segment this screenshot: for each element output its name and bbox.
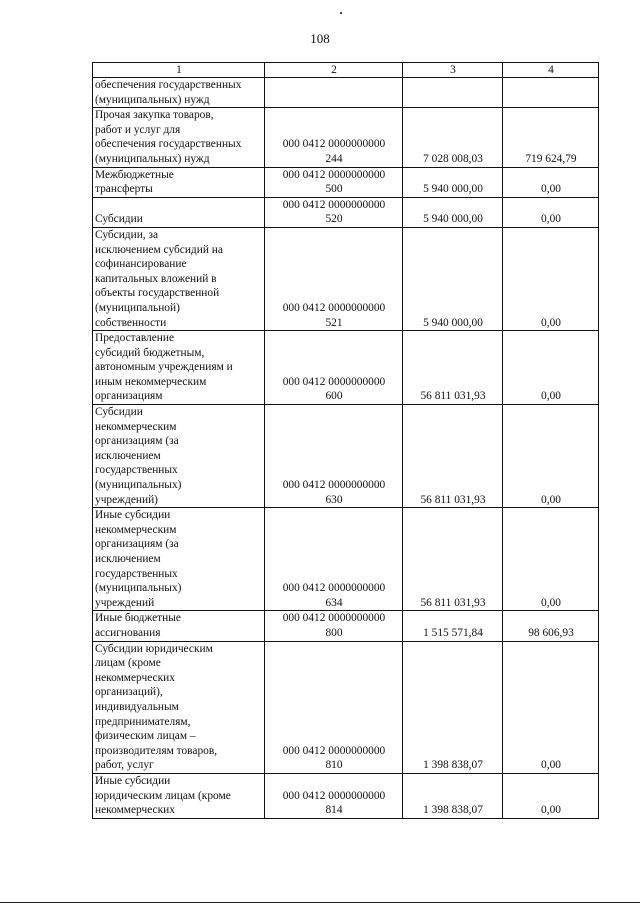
row-value-planned-cell: 5 940 000,00 <box>403 167 503 197</box>
row-value-executed-cell: 0,00 <box>503 641 599 773</box>
row-value-executed-cell: 0,00 <box>503 227 599 330</box>
row-value-planned-cell: 1 398 838,07 <box>403 773 503 818</box>
row-name-cell: Субсидии некоммерческим организациям (за исключением государственных (муниципальных) учреждений) <box>93 405 265 508</box>
table-row <box>93 78 599 108</box>
row-code-cell: 000 0412 0000000000 500 <box>265 167 403 197</box>
row-name-cell: Межбюджетные трансферты <box>93 167 265 197</box>
row-code-cell: 000 0412 0000000000 800 <box>265 611 403 641</box>
row-code-cell: 000 0412 0000000000 244 <box>265 108 403 167</box>
row-value-executed-cell: 0,00 <box>503 197 599 227</box>
row-name-cell: Субсидии <box>93 197 265 227</box>
table-row <box>93 641 599 773</box>
row-code-cell: 000 0412 0000000000 520 <box>265 197 403 227</box>
row-value-executed-cell: 98 606,93 <box>503 611 599 641</box>
row-code-cell: 000 0412 0000000000 521 <box>265 227 403 330</box>
table-row <box>93 773 599 818</box>
row-value-planned-cell: 5 940 000,00 <box>403 227 503 330</box>
row-value-executed-cell: 0,00 <box>503 773 599 818</box>
table-row <box>93 167 599 197</box>
row-code-cell: 000 0412 0000000000 810 <box>265 641 403 773</box>
row-value-planned-cell: 5 940 000,00 <box>403 197 503 227</box>
row-value-planned-cell: 56 811 031,93 <box>403 405 503 508</box>
column-header: 3 <box>403 63 503 78</box>
row-value-planned-cell: 7 028 008,03 <box>403 108 503 167</box>
page-bottom-edge <box>0 902 640 903</box>
table-row <box>93 611 599 641</box>
budget-table <box>92 62 599 819</box>
row-value-executed-cell: 719 624,79 <box>503 108 599 167</box>
column-header: 4 <box>503 63 599 78</box>
table-row <box>93 108 599 167</box>
table-row <box>93 197 599 227</box>
row-value-planned-cell: 56 811 031,93 <box>403 508 503 611</box>
row-value-executed-cell <box>503 78 599 108</box>
row-name-cell: Субсидии юридическим лицам (кроме некоммерческих организаций), индивидуальным предпринимателям, физическим лицам – производителям товаров, работ, услуг <box>93 641 265 773</box>
row-value-executed-cell: 0,00 <box>503 167 599 197</box>
row-name-cell: Иные субсидии некоммерческим организациям (за исключением государственных (муниципальных) учреждений <box>93 508 265 611</box>
table-row <box>93 508 599 611</box>
row-value-planned-cell: 56 811 031,93 <box>403 331 503 405</box>
row-code-cell: 000 0412 0000000000 630 <box>265 405 403 508</box>
column-header: 2 <box>265 63 403 78</box>
row-code-cell: 000 0412 0000000000 600 <box>265 331 403 405</box>
row-name-cell: Предоставление субсидий бюджетным, автономным учреждениям и иным некоммерческим организациям <box>93 331 265 405</box>
table-row <box>93 331 599 405</box>
scan-dot <box>340 12 342 14</box>
row-name-cell: Иные субсидии юридическим лицам (кроме некоммерческих <box>93 773 265 818</box>
table-row <box>93 227 599 330</box>
row-value-executed-cell: 0,00 <box>503 405 599 508</box>
table-header-row <box>93 63 599 78</box>
row-value-executed-cell: 0,00 <box>503 331 599 405</box>
row-value-executed-cell: 0,00 <box>503 508 599 611</box>
column-header: 1 <box>93 63 265 78</box>
row-value-planned-cell <box>403 78 503 108</box>
table-row <box>93 405 599 508</box>
row-name-cell: Иные бюджетные ассигнования <box>93 611 265 641</box>
row-code-cell: 000 0412 0000000000 814 <box>265 773 403 818</box>
table-body <box>93 78 599 819</box>
row-value-planned-cell: 1 398 838,07 <box>403 641 503 773</box>
page-number: 108 <box>310 31 330 46</box>
row-code-cell: 000 0412 0000000000 634 <box>265 508 403 611</box>
row-value-planned-cell: 1 515 571,84 <box>403 611 503 641</box>
row-name-cell: обеспечения государственных (муниципальных) нужд <box>93 78 265 108</box>
row-code-cell <box>265 78 403 108</box>
row-name-cell: Субсидии, за исключением субсидий на софинансирование капитальных вложений в объекты государственной (муниципальной) собственности <box>93 227 265 330</box>
row-name-cell: Прочая закупка товаров, работ и услуг для обеспечения государственных (муниципальных) нужд <box>93 108 265 167</box>
